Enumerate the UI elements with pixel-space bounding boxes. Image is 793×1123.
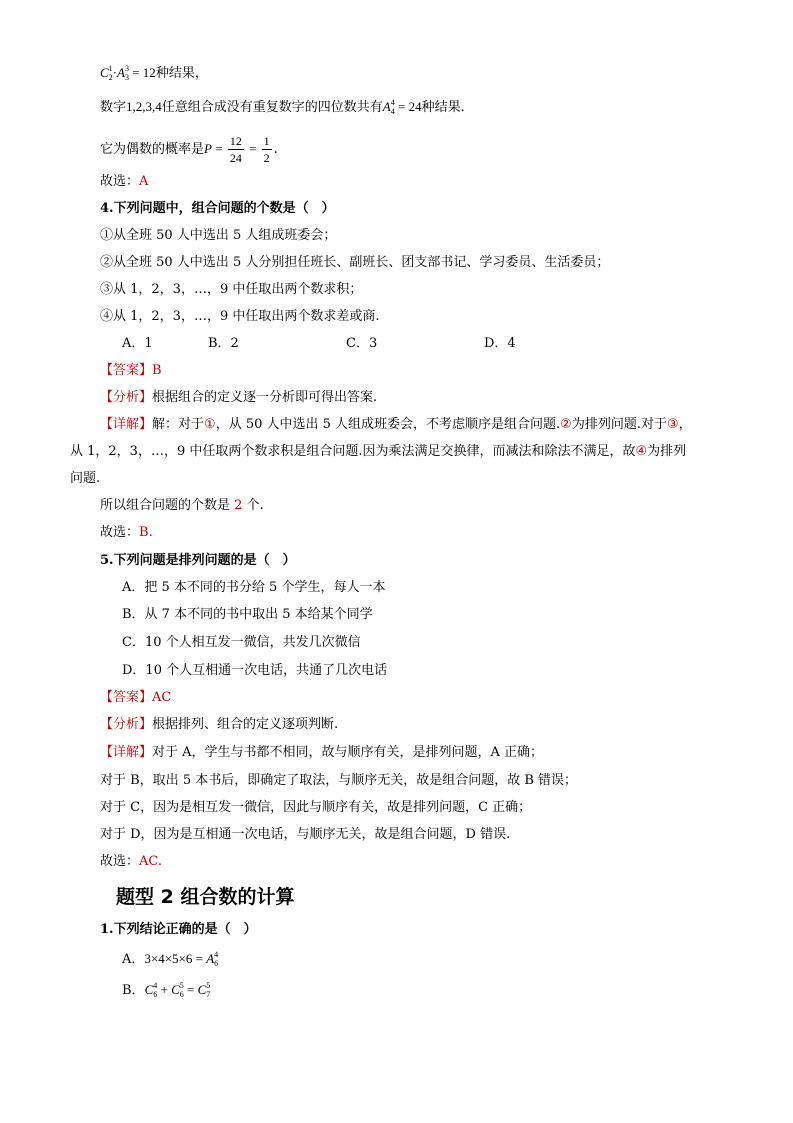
q4-detail-line-1: 【详解】解：对于①，从 50 人中选出 5 人组成班委会，不考虑顺序是组合问题.②为排列问题.对于③， (100, 417, 692, 432)
q4-answer: 【答案】B (100, 363, 162, 378)
q5-answer: 【答案】AC (100, 690, 172, 705)
q1-option-b: B．C 4 6 + C 5 6 = C 5 7 (122, 980, 211, 999)
q4-option-d: D．4 (484, 336, 516, 351)
section-heading: 题型 2 组合数的计算 (116, 886, 295, 908)
q5-option-d: D．10 个人互相通一次电话，共通了几次电话 (122, 663, 388, 678)
q5-option-b: B．从 7 本不同的书中取出 5 本给某个同学 (122, 607, 373, 622)
fraction-12-24: $\frac{12}{24}$ (229, 134, 242, 165)
q5-choice: 故选：AC. (100, 854, 163, 869)
q4-detail-line-3: 问题. (70, 471, 101, 486)
four-digit-count-line: 数字1,2,3,4任意组合成没有重复数字的四位数共有A 4 4 = 24种结果． (100, 97, 474, 116)
q1-option-a: A．3×4×5×6 = A 4 6 (122, 949, 219, 968)
q4-item-2: ②从全班 50 人中选出 5 人分别担任班长、副班长、团支部书记、学习委员、生活委员； (100, 255, 610, 270)
q5-option-a: A．把 5 本不同的书分给 5 个学生，每人一本 (122, 580, 386, 595)
q4-option-b: B．2 (208, 336, 239, 351)
q4-title: 4.下列问题中，组合问题的个数是（ ） (100, 201, 335, 216)
q4-choice: 故选：B. (100, 525, 153, 540)
q4-item-1: ①从全班 50 人中选出 5 人组成班委会； (100, 228, 337, 243)
q5-detail-line-2: 对于 B，取出 5 本书后，即确定了取法，与顺序无关，故是组合问题，故 B 错误； (100, 773, 578, 788)
intro-choice: 故选：A (100, 174, 149, 189)
q4-option-a: A．1 (122, 336, 153, 351)
fraction-1-2: $\frac{1}{2}$ (263, 134, 270, 165)
q4-detail-line-2: 从 1，2，3，…，9 中任取两个数求积是组合问题.因为乘法满足交换律，而减法和除法不满足，故④为排列 (70, 444, 687, 459)
q5-option-c: C．10 个人相互发一微信，共发几次微信 (122, 635, 361, 650)
q4-analysis: 【分析】根据组合的定义逐一分析即可得出答案. (100, 390, 378, 405)
q5-title: 5.下列问题是排列问题的是（ ） (100, 553, 296, 568)
q4-item-3: ③从 1，2，3，…，9 中任取出两个数求积； (100, 282, 363, 297)
q5-detail-line-1: 【详解】对于 A，学生与书都不相同，故与顺序有关，是排列问题，A 正确； (100, 745, 544, 760)
q4-option-c: C．3 (346, 336, 378, 351)
q5-analysis: 【分析】根据排列、组合的定义逐项判断. (100, 717, 339, 732)
q4-item-4: ④从 1，2，3，…，9 中任取出两个数求差或商. (100, 309, 380, 324)
probability-line: 它为偶数的概率是P = $\frac{12}{24}$ = $\frac{1}{2}$ . (100, 134, 278, 165)
q5-detail-line-3: 对于 C，因为是相互发一微信，因此与顺序有关，故是排列问题，C 正确； (100, 800, 532, 815)
q4-options (122, 334, 516, 354)
combination-result-line: C 1 2 ·A 3 3 = 12种结果， (100, 64, 208, 83)
q4-summary: 所以组合问题的个数是 2 个. (100, 498, 264, 513)
q1-title: 1.下列结论正确的是（ ） (100, 922, 257, 937)
q5-detail-line-4: 对于 D，因为是互相通一次电话，与顺序无关，故是组合问题，D 错误. (100, 827, 511, 842)
